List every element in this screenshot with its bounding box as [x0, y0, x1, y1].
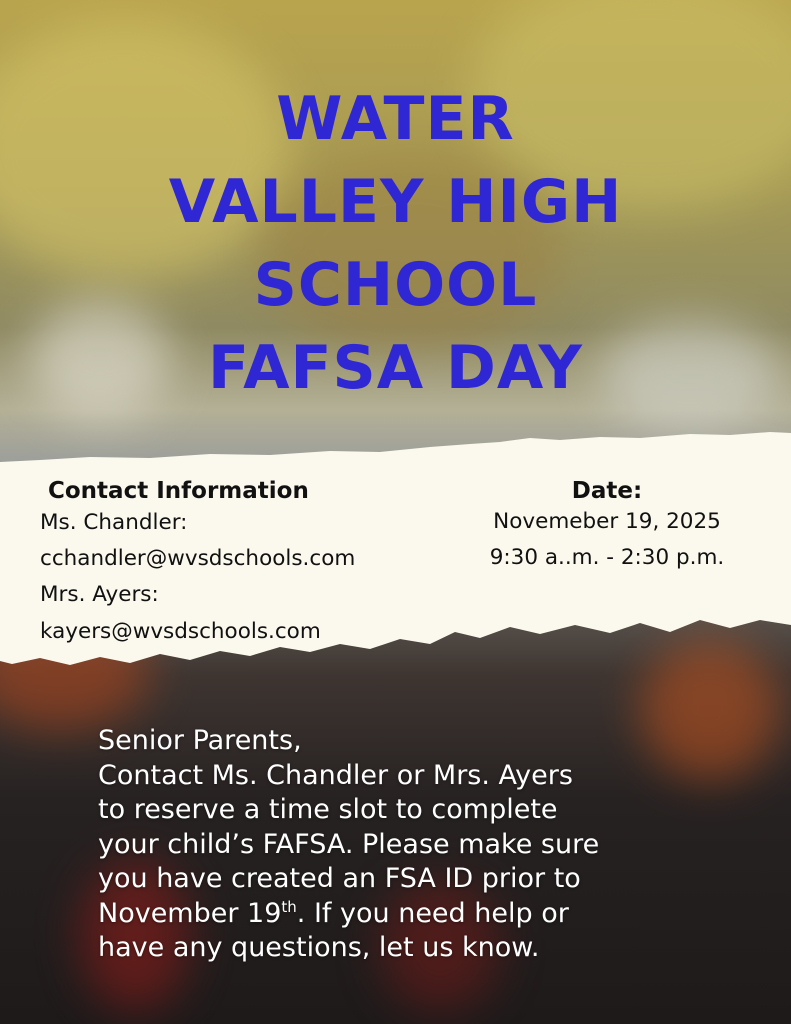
- contact-heading: Contact Information: [48, 478, 309, 504]
- title-line: SCHOOL: [253, 250, 538, 320]
- message-line: [98, 897, 748, 932]
- message-date-text: November 19: [98, 897, 282, 929]
- date-information: [462, 478, 752, 576]
- title-line: VALLEY HIGH: [168, 167, 623, 237]
- message-line: you have created an FSA ID prior to: [98, 863, 581, 894]
- message-line: have any questions, let us know.: [98, 932, 540, 963]
- event-date: Novemeber 19, 2025: [493, 509, 721, 534]
- title-line: WATER: [276, 84, 515, 154]
- date-heading: Date:: [571, 478, 643, 504]
- event-time: 9:30 a..m. - 2:30 p.m.: [489, 545, 725, 570]
- message-line: your child’s FAFSA. Please make sure: [98, 828, 600, 860]
- parent-message: [98, 724, 748, 966]
- message-line: Senior Parents,: [98, 725, 302, 756]
- message-help-text: . If you need help or: [296, 897, 569, 929]
- email-ayers[interactable]: kayers@wvsdschools.com: [40, 619, 321, 644]
- title-line: FAFSA DAY: [207, 333, 583, 403]
- event-title: [0, 78, 791, 410]
- message-line: to reserve a time slot to complete: [98, 794, 558, 825]
- contact-name-chandler: Ms. Chandler:: [40, 510, 188, 535]
- contact-name-ayers: Mrs. Ayers:: [40, 582, 159, 607]
- email-chandler[interactable]: cchandler@wvsdschools.com: [40, 546, 356, 571]
- message-line: Contact Ms. Chandler or Mrs. Ayers: [98, 759, 573, 791]
- ordinal-suffix: th: [281, 897, 297, 916]
